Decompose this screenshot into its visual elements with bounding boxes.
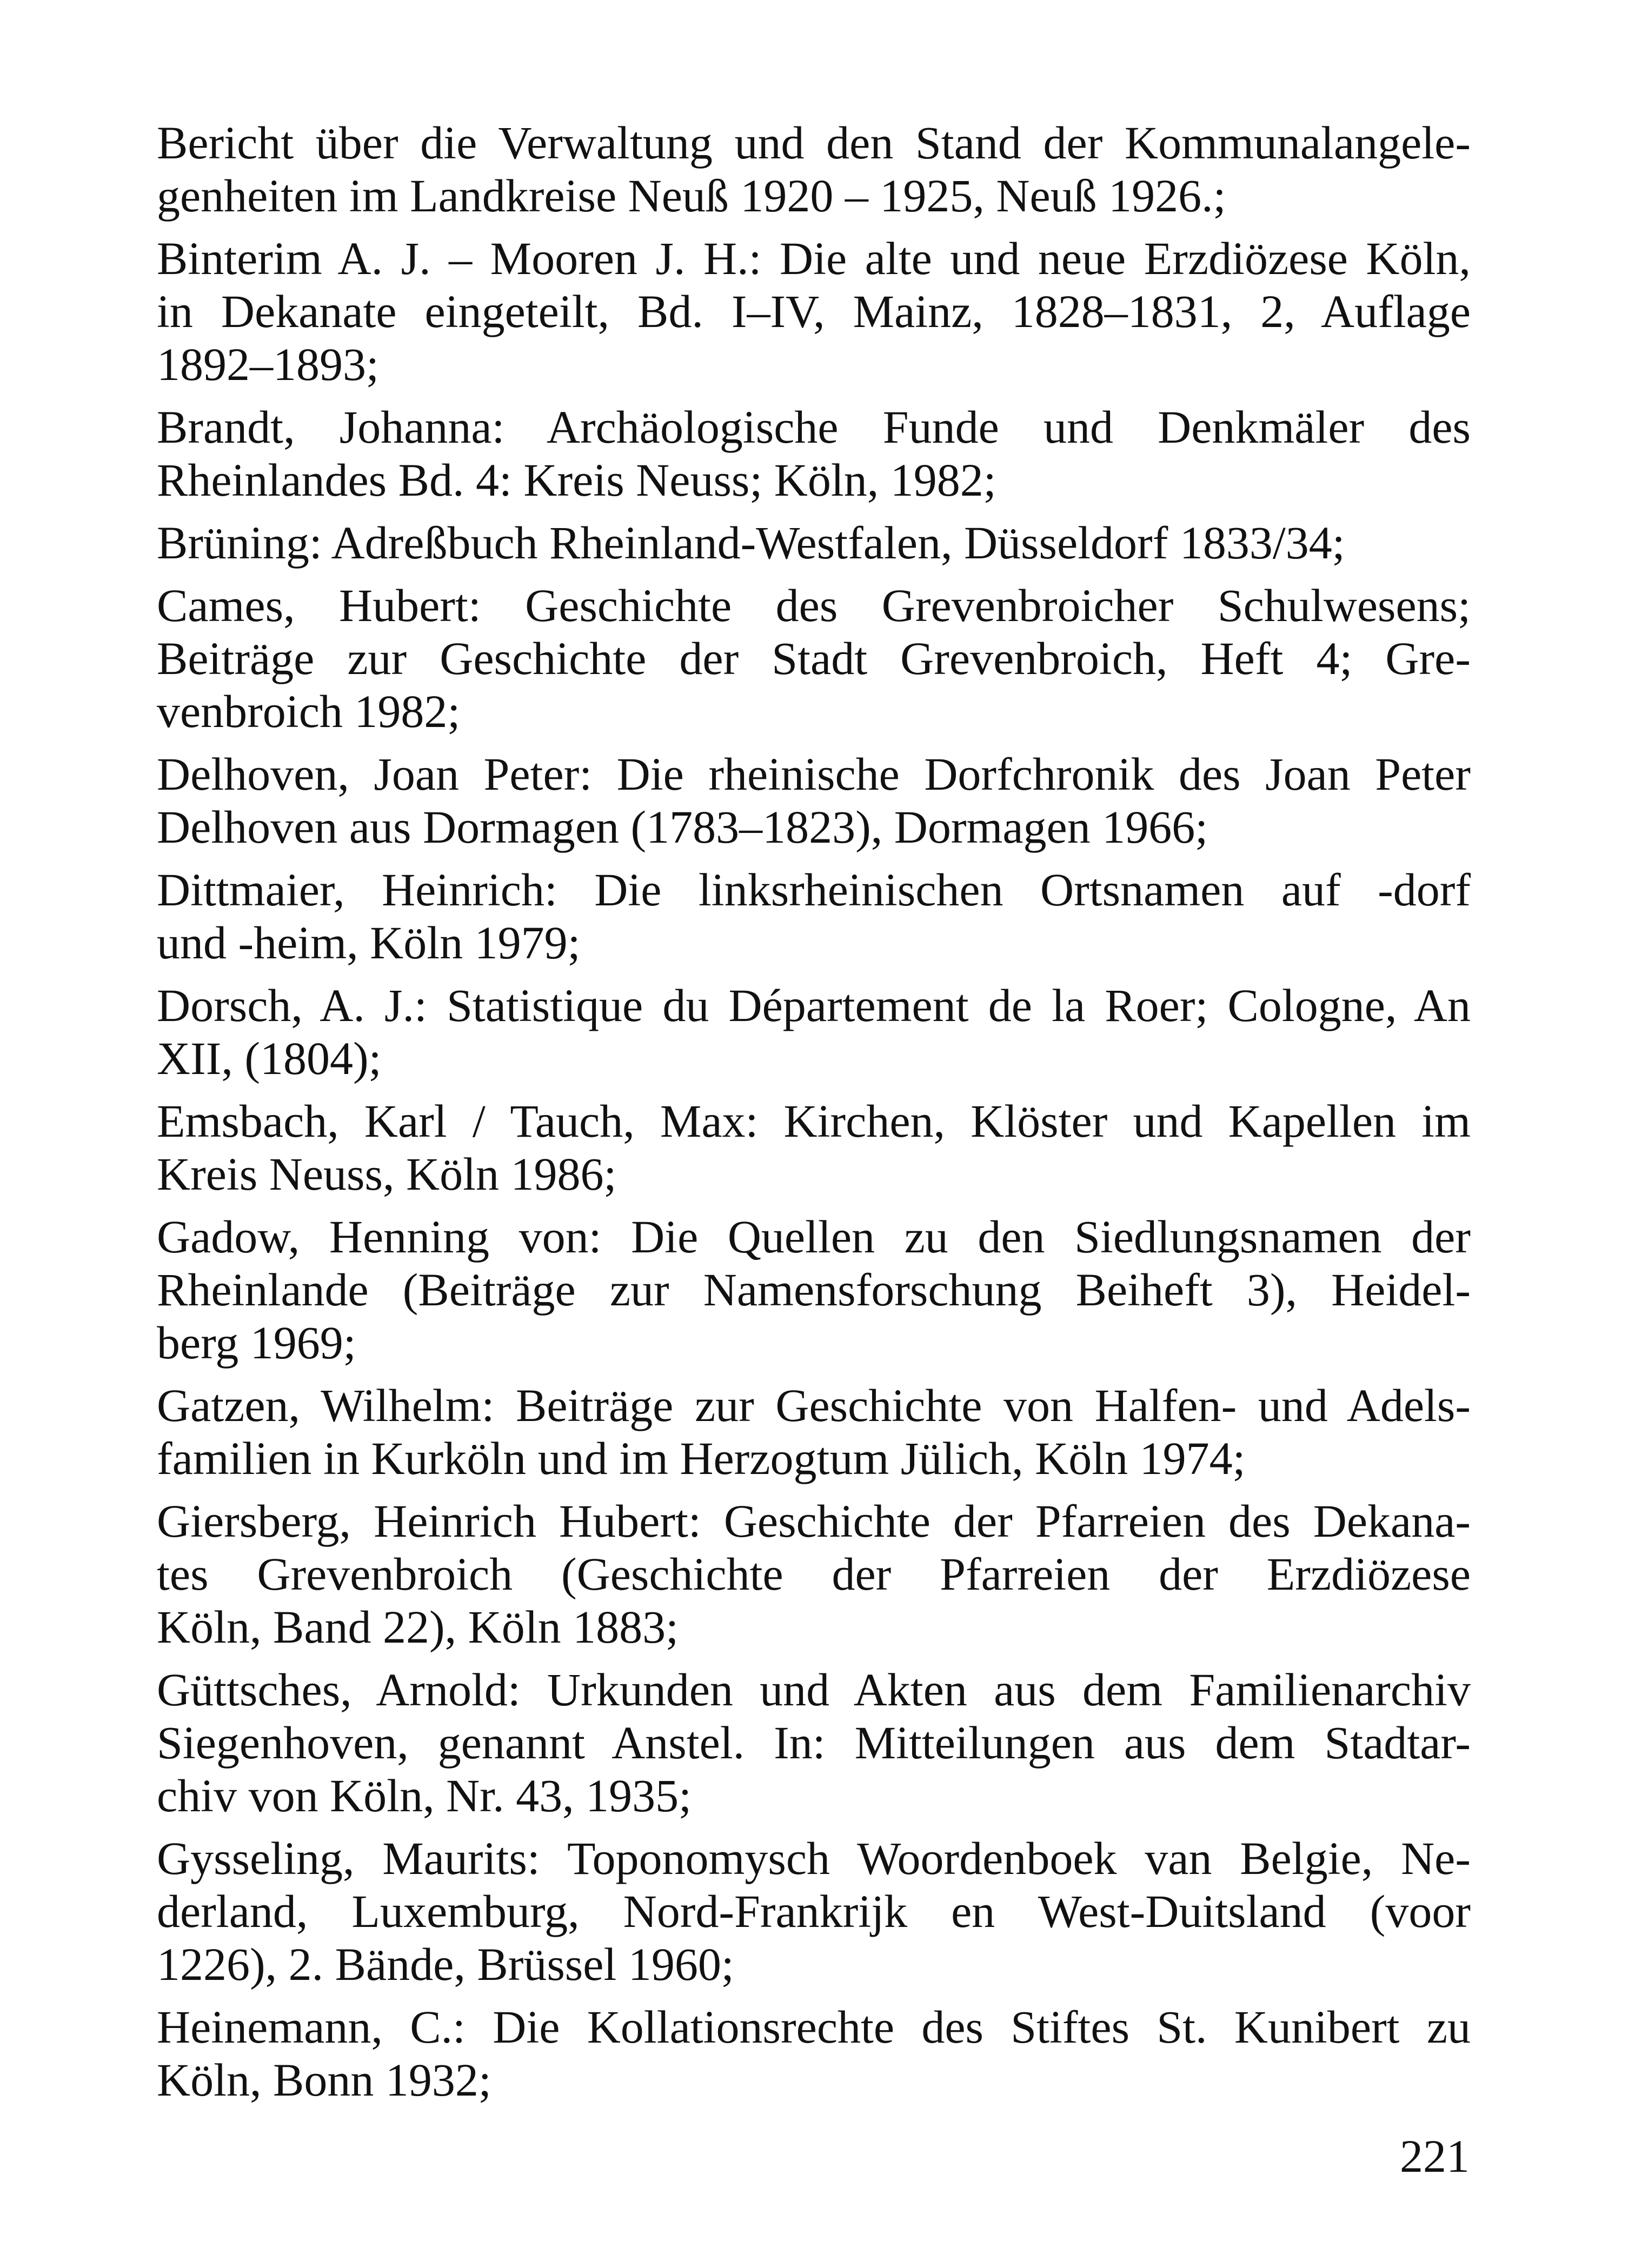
bibliography-entry: [157, 1379, 1471, 1485]
entry-line: Giersberg, Heinrich Hubert: Geschichte der Pfarreien des Dekana-: [157, 1495, 1471, 1547]
bibliography-entry: [157, 1210, 1471, 1369]
bibliography-entry: [157, 579, 1471, 738]
entry-line: Heinemann, C.: Die Kollationsrechte des Stiftes St. Kunibert zu: [157, 2001, 1471, 2053]
bibliography-entry: [157, 232, 1471, 391]
entry-line: Brüning: Adreßbuch Rheinland-Westfalen, Düsseldorf 1833/34;: [157, 517, 1345, 569]
entry-line: Gysseling, Maurits: Toponomysch Woordenboek van Belgie, Ne-: [157, 1832, 1471, 1884]
entry-line: 1892–1893;: [157, 338, 379, 390]
entry-line: Kreis Neuss, Köln 1986;: [157, 1148, 617, 1200]
entry-line: 1226), 2. Bände, Brüssel 1960;: [157, 1938, 734, 1990]
entry-line: in Dekanate eingeteilt, Bd. I–IV, Mainz, 1828–1831, 2, Auflage: [157, 285, 1471, 337]
entry-line: Gadow, Henning von: Die Quellen zu den Siedlungsnamen der: [157, 1211, 1471, 1263]
entry-line: venbroich 1982;: [157, 685, 461, 737]
entry-line: Dorsch, A. J.: Statistique du Département de la Roer; Cologne, An: [157, 979, 1471, 1031]
entry-line: Dittmaier, Heinrich: Die linksrheinischen Ortsnamen auf -dorf: [157, 864, 1471, 916]
entry-line: Köln, Bonn 1932;: [157, 2054, 491, 2106]
entry-line: berg 1969;: [157, 1317, 356, 1369]
entry-line: Binterim A. J. – Mooren J. H.: Die alte und neue Erzdiözese Köln,: [157, 232, 1471, 284]
bibliography-entry: [157, 1663, 1471, 1822]
bibliography-entry: [157, 401, 1471, 506]
bibliography-entry: [157, 1495, 1471, 1653]
entry-line: Emsbach, Karl / Tauch, Max: Kirchen, Klöster und Kapellen im: [157, 1095, 1471, 1147]
entry-line: Köln, Band 22), Köln 1883;: [157, 1601, 679, 1653]
bibliography-entry: [157, 863, 1471, 969]
entry-line: Siegenhoven, genannt Anstel. In: Mitteilungen aus dem Stadtar-: [157, 1717, 1471, 1769]
page-number: 221: [1400, 2130, 1470, 2182]
entry-line: Rheinlandes Bd. 4: Kreis Neuss; Köln, 1982;: [157, 454, 996, 506]
bibliography-entry: [157, 116, 1471, 222]
entry-line: Bericht über die Verwaltung und den Stand der Kommunalangele-: [157, 117, 1471, 169]
bibliography-list: [157, 116, 1471, 2116]
entry-line: und -heim, Köln 1979;: [157, 917, 581, 969]
entry-line: derland, Luxemburg, Nord-Frankrijk en West-Duitsland (voor: [157, 1885, 1471, 1937]
entry-line: Beiträge zur Geschichte der Stadt Grevenbroich, Heft 4; Gre-: [157, 632, 1471, 684]
entry-line: Cames, Hubert: Geschichte des Grevenbroicher Schulwesens;: [157, 579, 1471, 631]
entry-line: genheiten im Landkreise Neuß 1920 – 1925, Neuß 1926.;: [157, 170, 1226, 222]
entry-line: chiv von Köln, Nr. 43, 1935;: [157, 1770, 692, 1822]
bibliography-entry: [157, 516, 1471, 569]
entry-line: tes Grevenbroich (Geschichte der Pfarreien der Erzdiözese: [157, 1548, 1471, 1600]
entry-line: Brandt, Johanna: Archäologische Funde und Denkmäler des: [157, 401, 1471, 453]
entry-line: familien in Kurköln und im Herzogtum Jülich, Köln 1974;: [157, 1432, 1246, 1484]
bibliography-entry: [157, 748, 1471, 853]
bibliography-entry: [157, 1832, 1471, 1991]
bibliography-entry: [157, 2000, 1471, 2106]
entry-line: Delhoven aus Dormagen (1783–1823), Dormagen 1966;: [157, 801, 1208, 853]
entry-line: Delhoven, Joan Peter: Die rheinische Dorfchronik des Joan Peter: [157, 748, 1471, 800]
entry-line: Güttsches, Arnold: Urkunden und Akten aus dem Familienarchiv: [157, 1664, 1471, 1716]
entry-line: XII, (1804);: [157, 1032, 382, 1084]
bibliography-entry: [157, 1095, 1471, 1200]
entry-line: Rheinlande (Beiträge zur Namensforschung Beiheft 3), Heidel-: [157, 1264, 1471, 1316]
entry-line: Gatzen, Wilhelm: Beiträge zur Geschichte von Halfen- und Adels-: [157, 1379, 1471, 1431]
bibliography-entry: [157, 979, 1471, 1085]
